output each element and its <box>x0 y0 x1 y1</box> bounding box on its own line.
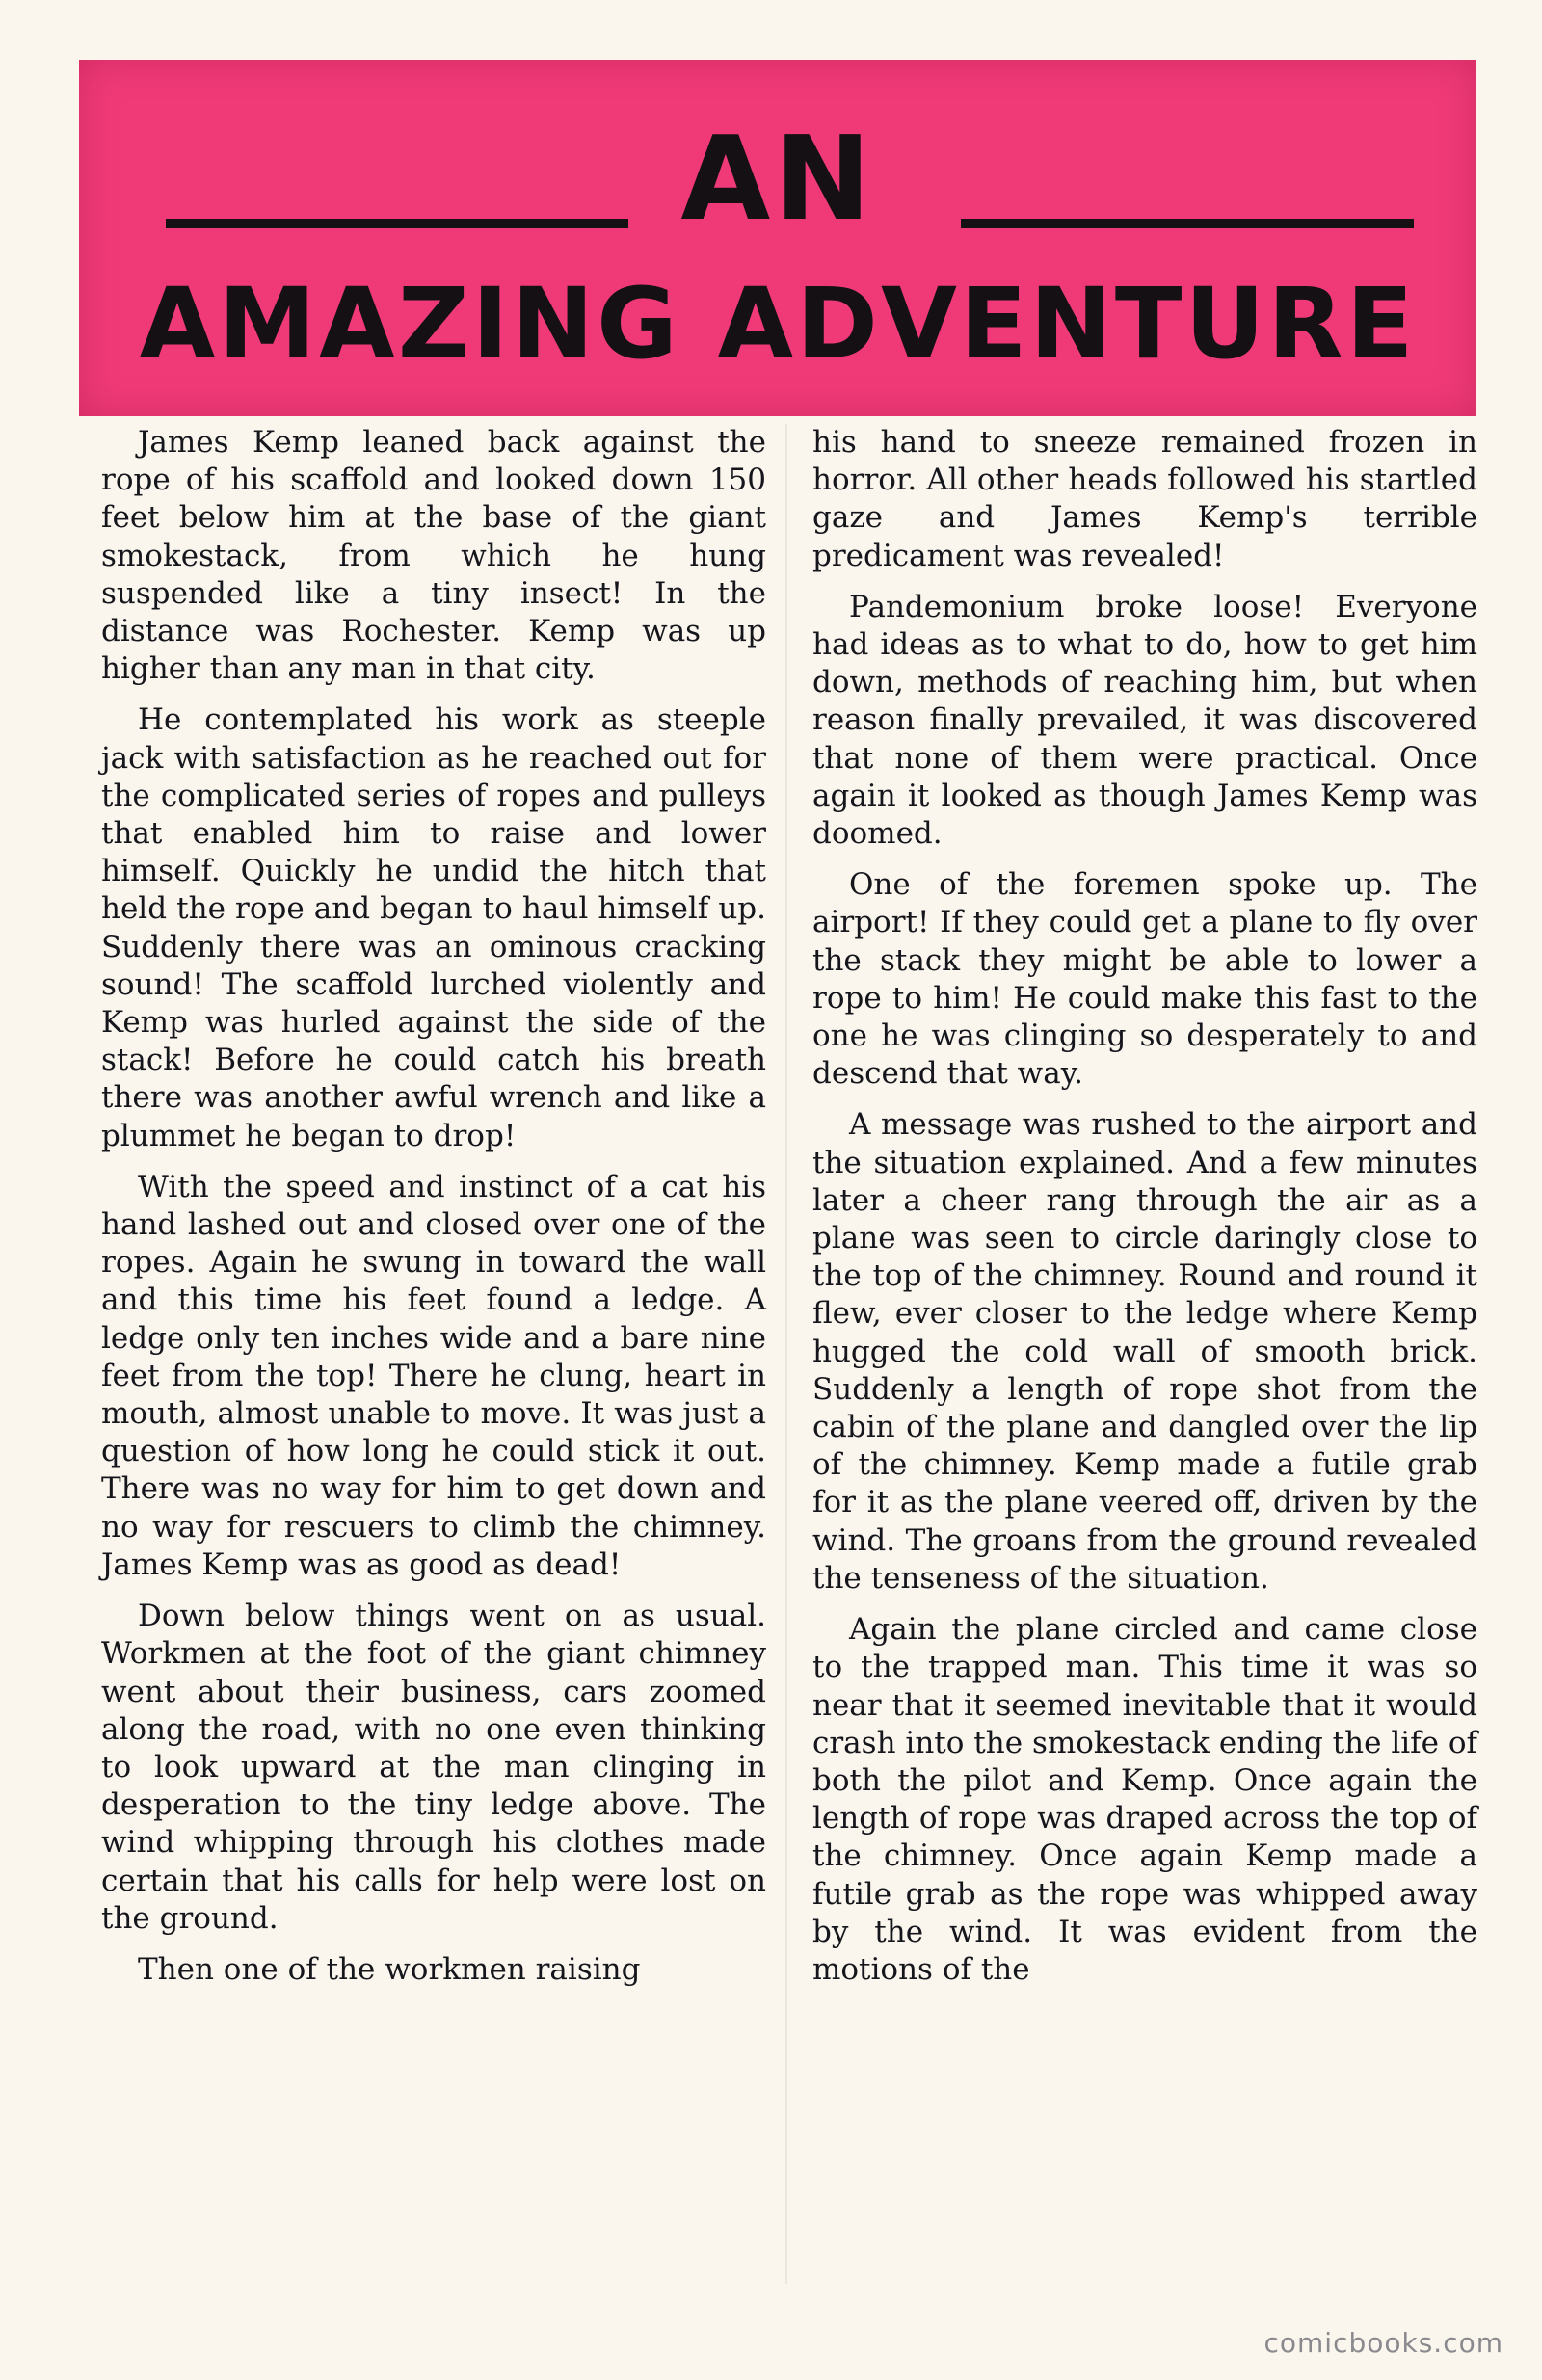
story-paragraph: One of the foremen spoke up. The airport! If they could get a plane to fly over the stack they might be able to lower a rope to him! He could make this fast to the one he was clinging so desperately to and descend that way. <box>812 867 1477 1092</box>
watermark: comicbooks.com <box>1263 2327 1503 2359</box>
title-line-2: AMAZING ADVENTURE <box>139 267 1417 382</box>
title-line-1: AN <box>680 113 875 247</box>
story-paragraph: Down below things went on as usual. Workmen at the foot of the giant chimney went about their business, cars zoomed along the road, with no one even thinking to look upward at the man clinging in desperation to the tiny ledge above. The wind whipping through his clothes made certain that his calls for help were lost on the ground. <box>101 1599 766 1936</box>
story-paragraph: Again the plane circled and came close to the trapped man. This time it was so near that it seemed inevitable that it would crash into the smokestack ending the life of both the pilot and Kemp. Once again the length of rope was draped across the top of the chimney. Once again Kemp made a futile grab as the rope was whipped away by the wind. It was evident from the motions of the <box>812 1612 1477 1987</box>
title-banner <box>79 60 1476 416</box>
story-paragraph: He contemplated his work as steeple jack with satisfaction as he reached out for the complicated series of ropes and pulleys that enabled him to raise and lower himself. Quickly he undid the hitch that held the rope and began to haul himself up. Suddenly there was an ominous cracking sound! The scaffold lurched violently and Kemp was hurled against the side of the stack! Before he could catch his breath there was another awful wrench and like a plummet he began to drop! <box>101 702 766 1153</box>
story-paragraph: Then one of the workmen raising <box>138 1951 641 1987</box>
column-divider <box>785 424 787 2284</box>
story-paragraph: With the speed and instinct of a cat his hand lashed out and closed over one of the ropes. Again he swung in toward the wall and this time his feet found a ledge. A ledge only ten inches wide and a bare nine feet from the top! There he clung, heart in mouth, almost unable to move. It was just a question of how long he could stick it out. There was no way for him to get down and no way for rescuers to climb the chimney. James Kemp was as good as dead! <box>101 1169 766 1582</box>
story-paragraph: A message was rushed to the airport and the situation explained. And a few minutes later a cheer rang through the air as a plane was seen to circle daringly close to the top of the chimney. Round and round it flew, ever closer to the ledge where Kemp hugged the cold wall of smooth brick. Suddenly a length of rope shot from the cabin of the plane and dangled over the lip of the chimney. Kemp made a futile grab for it as the plane veered off, driven by the wind. The groans from the ground revealed the tenseness of the situation. <box>812 1107 1477 1596</box>
story-paragraph: Pandemonium broke loose! Everyone had ideas as to what to do, how to get him down, methods of reaching him, but when reason finally prevailed, it was discovered that none of them were practical. Once again it looked as though James Kemp was doomed. <box>812 589 1477 852</box>
story-column-right <box>812 424 1477 2002</box>
story-column-left <box>101 424 766 2002</box>
story-paragraph: James Kemp leaned back against the rope of his scaffold and looked down 150 feet below him at the base of the giant smokestack, from which he hung suspended like a tiny insect! In the distance was Rochester. Kemp was up higher than any man in that city. <box>101 425 766 687</box>
story-paragraph-continued: his hand to sneeze remained frozen in horror. All other heads followed his startled gaze and James Kemp's terrible predicament was revealed! <box>812 425 1477 573</box>
